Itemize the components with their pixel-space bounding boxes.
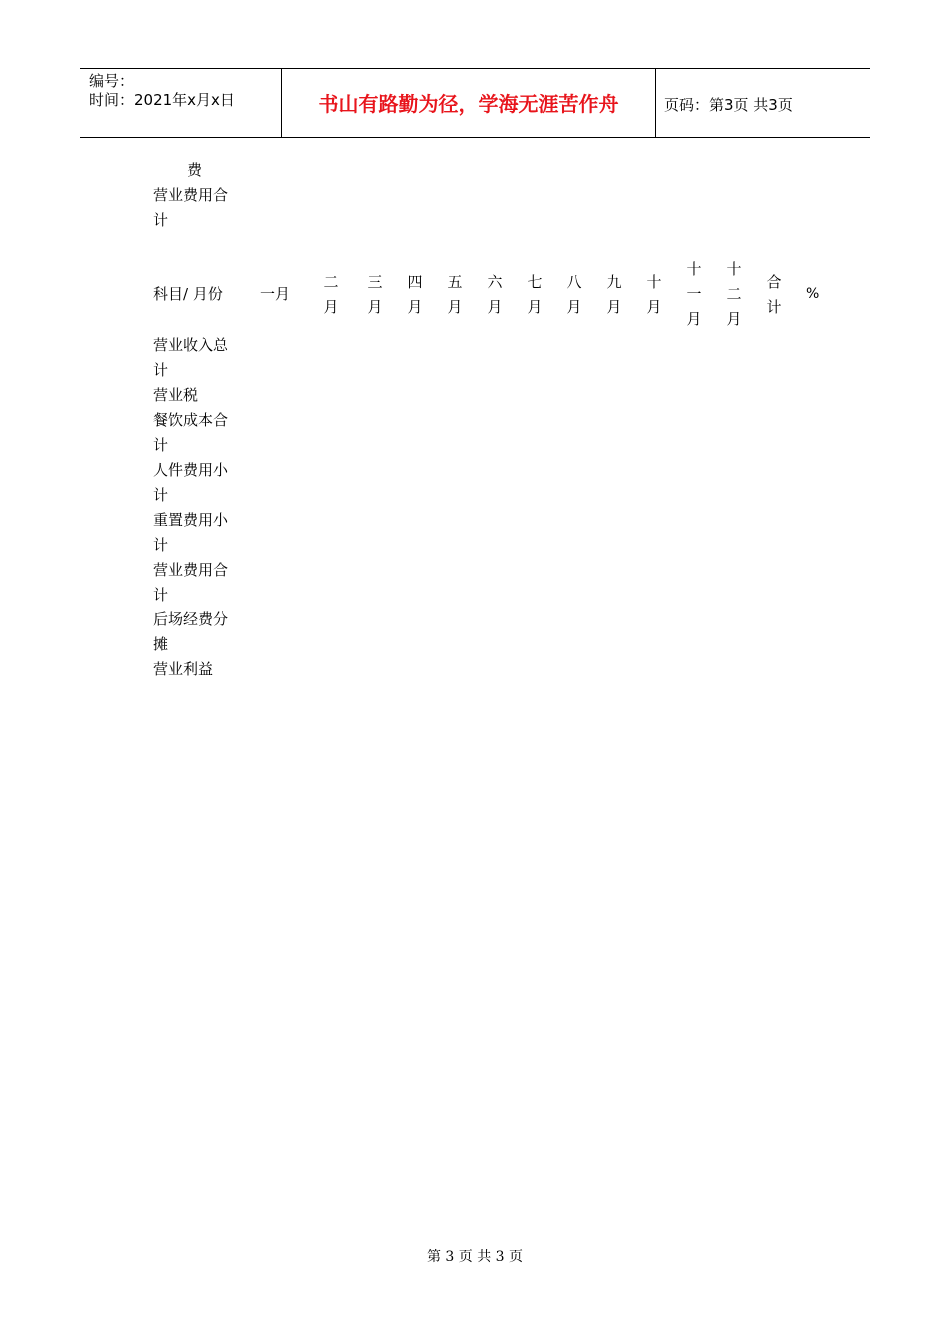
carryover-text: 费 bbox=[187, 161, 203, 179]
page-footer: 第 3 页 共 3 页 bbox=[426, 1249, 524, 1265]
row-label: 重置费用小 bbox=[153, 511, 229, 529]
row-label: 餐饮成本合 bbox=[153, 411, 229, 429]
month-header-7: 七 月 bbox=[527, 273, 543, 316]
row-label: 计 bbox=[153, 586, 169, 604]
page-header bbox=[80, 68, 870, 138]
row-label: 计 bbox=[153, 436, 169, 454]
total-header: 合 计 bbox=[766, 273, 782, 316]
row-label: 计 bbox=[153, 536, 169, 554]
header-left-cell bbox=[80, 69, 280, 137]
code-label: 编号： bbox=[89, 72, 135, 90]
row-label: 后场经费分 bbox=[153, 610, 229, 628]
percent-header: % bbox=[806, 286, 820, 302]
subject-month-header: 科目/ 月份 bbox=[153, 285, 223, 303]
month-header-11: 十 一 月 bbox=[686, 260, 702, 328]
row-label: 人件费用小 bbox=[153, 461, 229, 479]
month-header-8: 八 月 bbox=[566, 273, 582, 316]
month-header-1: 一月 bbox=[260, 285, 291, 303]
month-header-3: 三 月 bbox=[367, 273, 383, 316]
row-label: 营业费用合 bbox=[153, 561, 229, 579]
row-label: 营业税 bbox=[153, 386, 199, 404]
page-number-label: 页码：第3页 共3页 bbox=[664, 96, 793, 114]
header-right-cell bbox=[655, 69, 870, 137]
month-header-2: 二 月 bbox=[323, 273, 339, 316]
month-header-4: 四 月 bbox=[407, 273, 423, 316]
row-label: 营业利益 bbox=[153, 660, 214, 678]
month-header-12: 十 二 月 bbox=[726, 260, 742, 328]
motto: 书山有路勤为径，学海无涯苦作舟 bbox=[318, 92, 619, 116]
month-header-6: 六 月 bbox=[487, 273, 503, 316]
header-motto-cell bbox=[281, 69, 656, 137]
time-label: 时间：2021年x月x日 bbox=[89, 91, 235, 109]
row-label: 计 bbox=[153, 361, 169, 379]
row-label: 摊 bbox=[153, 635, 169, 653]
row-label: 营业收入总 bbox=[153, 336, 229, 354]
month-header-10: 十 月 bbox=[646, 273, 662, 316]
row-label: 计 bbox=[153, 486, 169, 504]
carryover-text: 计 bbox=[153, 211, 169, 229]
carryover-text: 营业费用合 bbox=[153, 186, 229, 204]
month-header-9: 九 月 bbox=[606, 273, 622, 316]
month-header-5: 五 月 bbox=[447, 273, 463, 316]
